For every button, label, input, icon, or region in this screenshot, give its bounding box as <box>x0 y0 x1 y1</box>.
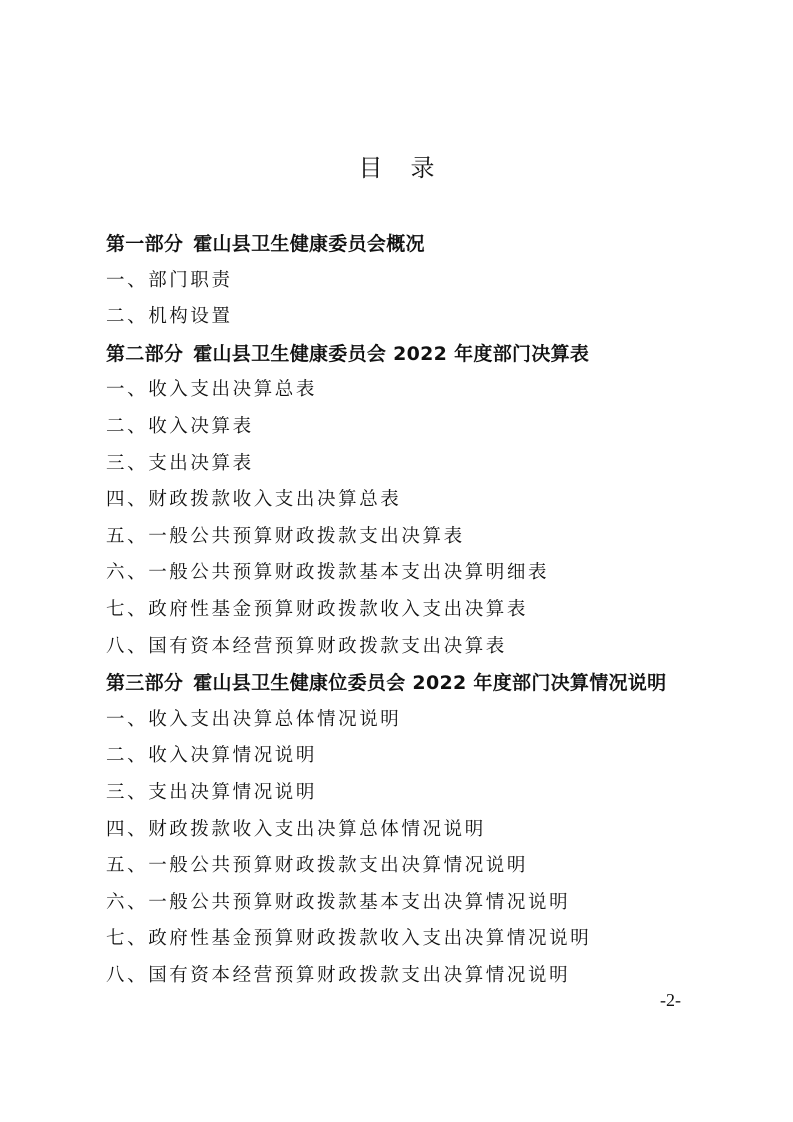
toc-item: 一、收入支出决算总表 <box>106 379 318 401</box>
toc-item: 七、政府性基金预算财政拨款收入支出决算情况说明 <box>106 928 592 950</box>
toc-item: 五、一般公共预算财政拨款支出决算表 <box>106 525 465 547</box>
toc-item: 八、国有资本经营预算财政拨款支出决算情况说明 <box>106 964 571 986</box>
page-number: -2- <box>660 990 681 1010</box>
toc-item: 二、机构设置 <box>106 306 233 328</box>
toc-item: 三、支出决算表 <box>106 452 254 474</box>
toc-part-heading <box>106 336 726 373</box>
toc-item: 一、收入支出决算总体情况说明 <box>106 708 402 730</box>
part-prefix: 第二部分 <box>106 342 184 365</box>
toc-item: 二、收入决算情况说明 <box>106 745 318 767</box>
page-title: 目录 <box>358 154 463 182</box>
toc-item: 五、一般公共预算财政拨款支出决算情况说明 <box>106 855 529 877</box>
part-title: 霍山县卫生健康委员会概况 <box>193 233 425 255</box>
part-prefix: 第一部分 <box>106 233 184 255</box>
toc-item: 六、一般公共预算财政拨款基本支出决算情况说明 <box>106 891 571 913</box>
toc-item: 二、收入决算表 <box>106 415 254 437</box>
toc-item: 六、一般公共预算财政拨款基本支出决算明细表 <box>106 562 550 584</box>
part-title: 霍山县卫生健康位委员会 2022 年度部门决算情况说明 <box>193 672 667 695</box>
toc-item: 七、政府性基金预算财政拨款收入支出决算表 <box>106 598 529 620</box>
toc-part-heading <box>106 665 726 702</box>
part-title: 霍山县卫生健康委员会 2022 年度部门决算表 <box>193 342 590 365</box>
toc-item: 八、国有资本经营预算财政拨款支出决算表 <box>106 635 507 657</box>
table-of-contents <box>106 226 726 994</box>
toc-item: 四、财政拨款收入支出决算总体情况说明 <box>106 818 486 840</box>
toc-item: 三、支出决算情况说明 <box>106 781 318 803</box>
toc-part-heading <box>106 226 726 263</box>
toc-item: 一、部门职责 <box>106 269 233 291</box>
toc-item: 四、财政拨款收入支出决算总表 <box>106 489 402 511</box>
part-prefix: 第三部分 <box>106 672 184 695</box>
